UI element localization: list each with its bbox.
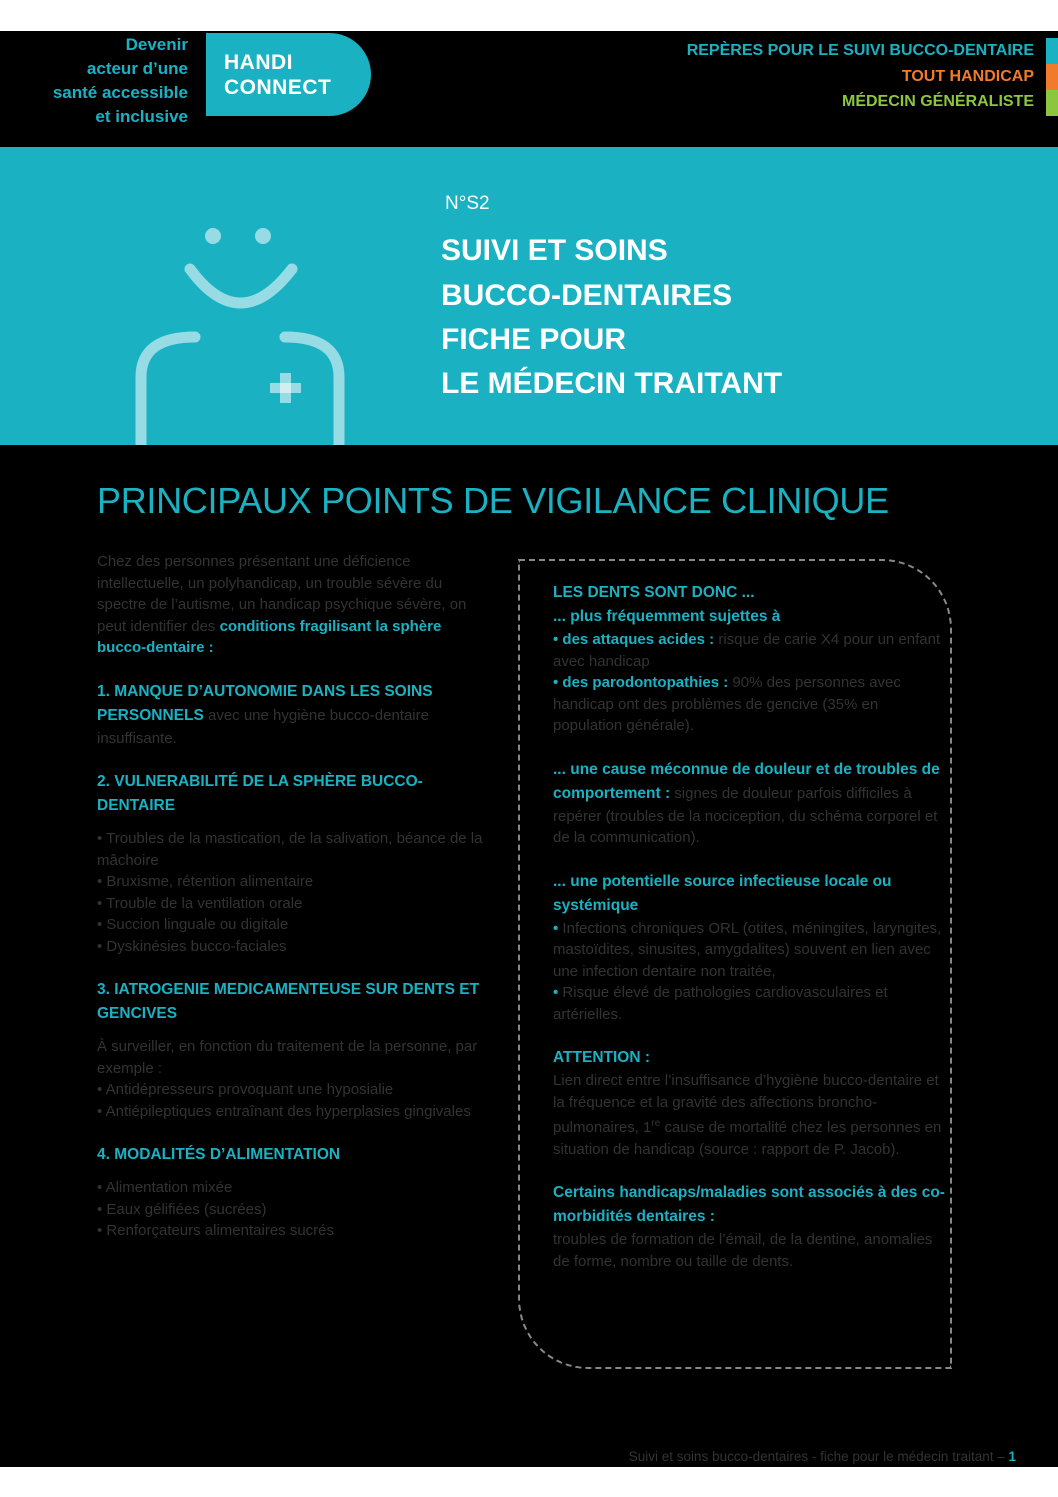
footer xyxy=(629,1449,1016,1464)
box-block-2-title: ... une cause méconnue de douleur et de troubles de comportement : xyxy=(553,760,940,802)
list-item: • Renforçateurs alimentaires sucrés xyxy=(97,1222,335,1239)
attention-title: ATTENTION : xyxy=(553,1049,651,1066)
title-banner xyxy=(0,147,1058,445)
tagline xyxy=(20,33,188,129)
list-item: • Dyskinésies bucco-faciales xyxy=(97,937,287,955)
left-column xyxy=(97,551,489,1242)
tagline-line: Devenir xyxy=(125,35,188,54)
doctor-smiley-icon xyxy=(0,147,420,445)
title-line: SUIVI ET SOINS xyxy=(441,234,668,267)
list-item: • Antiépileptiques entraînant des hyperplasies gingivales xyxy=(97,1102,471,1120)
bullet: • xyxy=(553,984,559,1001)
section-1-title: 1. MANQUE D’AUTONOMIE DANS LES SOINS PERSONNELS xyxy=(97,682,433,724)
comorbidity-text: troubles de formation de l’émail, de la dentine, anomalies de forme, nombre ou taille de dents. xyxy=(553,1231,933,1270)
box-content xyxy=(553,581,945,1272)
box-item-text: Risque élevé de pathologies cardiovasculaires et artérielles. xyxy=(553,984,888,1023)
box-block-2-text: signes de douleur parfois difficiles à repérer (troubles de la nociception, du schéma corporel et de la communication). xyxy=(553,784,938,846)
section-2-title: 2. VULNERABILITÉ DE LA SPHÈRE BUCCO-DENTAIRE xyxy=(97,773,423,814)
box-item-highlight: • des parodontopathies : xyxy=(553,674,729,691)
list-item: • Bruxisme, rétention alimentaire xyxy=(97,873,314,890)
title-line: BUCCO-DENTAIRES xyxy=(441,279,733,312)
tagline-line: santé accessible xyxy=(52,83,188,102)
attention-text-b: cause de mortalité chez les personnes en situation de handicap (source : rapport de P. Jacob). xyxy=(553,1119,942,1158)
attention-text-a: Lien direct entre l’insuffisance d’hygiène bucco-dentaire et la fréquence et la gravité des affections broncho-pulmonaires, 1 xyxy=(553,1072,939,1136)
box-block-3-title: ... une potentielle source infectieuse locale ou systémique xyxy=(553,872,892,914)
handi-connect-logo xyxy=(206,33,371,116)
box-item-text: Infections chroniques ORL (otites, méningites, laryngites, mastoïdites, sinusites, amygdalites) souvent en lien avec une infection dentaire non traitée, xyxy=(553,919,942,980)
tagline-line: acteur d’une xyxy=(86,59,188,78)
color-bar-orange xyxy=(1046,64,1058,90)
box-item-highlight: • des attaques acides : xyxy=(553,631,715,648)
section-1 xyxy=(97,680,489,750)
box-item-text: risque de carie X4 pour un enfant avec handicap xyxy=(553,631,941,670)
list-item: • Trouble de la ventilation orale xyxy=(97,894,303,912)
section-3-intro: À surveiller, en fonction du traitement de la personne, par exemple : xyxy=(97,1038,478,1077)
logo-line: CONNECT xyxy=(224,76,332,99)
section-1-text: avec une hygiène bucco-dentaire insuffisante. xyxy=(97,706,429,747)
tagline-line: et inclusive xyxy=(95,107,188,126)
intro-text: Chez des personnes présentant une déficience intellectuelle, un polyhandicap, un trouble sévère du spectre de l’autisme, un handicap psychique sévère, on peut identifier des xyxy=(97,553,467,635)
title-line: LE MÉDECIN TRAITANT xyxy=(441,367,783,400)
box-item xyxy=(553,629,945,672)
page xyxy=(0,31,1058,1467)
box-item xyxy=(553,982,945,1025)
repere-medecin: MÉDECIN GÉNÉRALISTE xyxy=(841,93,1034,110)
section-4-title: 4. MODALITÉS D’ALIMENTATION xyxy=(97,1146,341,1163)
intro-highlight: conditions fragilisant la sphère bucco-dentaire : xyxy=(97,617,442,656)
attention-text xyxy=(553,1070,945,1160)
section-heading: PRINCIPAUX POINTS DE VIGILANCE CLINIQUE xyxy=(97,480,889,521)
superscript: re xyxy=(651,1118,661,1129)
page-number: 1 xyxy=(1008,1449,1016,1464)
logo-line: HANDI xyxy=(224,51,293,74)
repere-handicap: TOUT HANDICAP xyxy=(901,68,1034,85)
comorbidity-title: Certains handicaps/maladies sont associés à des co-morbidités dentaires : xyxy=(553,1184,945,1225)
box-block-2 xyxy=(553,758,945,849)
sheet-number: N°S2 xyxy=(445,193,490,214)
bullet: • xyxy=(553,919,559,937)
color-bar-blue xyxy=(1046,38,1058,64)
box-item xyxy=(553,672,945,737)
list-item: • Succion linguale ou digitale xyxy=(97,916,289,933)
box-item-text: 90% des personnes avec handicap ont des problèmes de gencive (35% en population générale). xyxy=(553,674,901,734)
intro-paragraph xyxy=(97,551,489,659)
list-item: • Alimentation mixée xyxy=(97,1179,233,1196)
box-title: LES DENTS SONT DONC ... xyxy=(553,584,755,601)
repere-suivi: REPÈRES POUR LE SUIVI BUCCO-DENTAIRE xyxy=(686,42,1034,59)
footer-text: Suivi et soins bucco-dentaires - fiche pour le médecin traitant – xyxy=(628,1449,1009,1464)
title-line: FICHE POUR xyxy=(441,323,627,356)
list-item: • Eaux gélifiées (sucrées) xyxy=(97,1200,267,1218)
section-3-title: 3. IATROGENIE MEDICAMENTEUSE SUR DENTS ET GENCIVES xyxy=(97,981,480,1022)
list-item: • Antidépresseurs provoquant une hyposialie xyxy=(97,1081,394,1098)
box-item xyxy=(553,918,945,983)
color-bar-green xyxy=(1046,90,1058,116)
box-block-1-title: ... plus fréquemment sujettes à xyxy=(553,608,781,625)
list-item: • Troubles de la mastication, de la salivation, béance de la mâchoire xyxy=(97,830,483,869)
